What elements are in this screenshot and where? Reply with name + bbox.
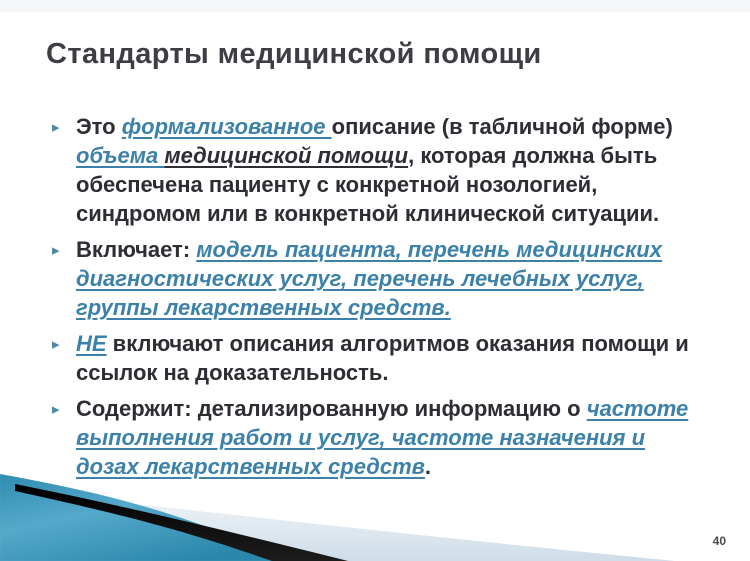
bullet-arrow-icon: ▸	[52, 119, 60, 136]
bullet-arrow-icon: ▸	[52, 401, 60, 418]
bullet-item-1	[52, 112, 712, 228]
emphasized-text-segment: формализованное	[121, 114, 332, 139]
emphasized-text-segment: НЕ	[76, 331, 107, 356]
bullet-item-3	[52, 329, 712, 387]
text-segment: Это	[76, 114, 122, 139]
bullet-text	[76, 329, 712, 387]
slide-title: Стандарты медицинской помощи	[46, 38, 542, 70]
page-number: 40	[712, 534, 726, 548]
bullet-arrow-icon: ▸	[52, 336, 60, 353]
bullet-text	[76, 112, 712, 228]
bullet-item-2	[52, 235, 712, 322]
text-segment: .	[424, 454, 432, 479]
text-segment: , которая должна быть обеспечена пациенту с конкретной нозологией, синдромом или в конкретной клинической ситуации.	[76, 143, 660, 226]
emphasized-text-segment: объема	[76, 143, 165, 168]
emphasized-text-segment: частоте выполнения работ и услуг, частоте назначения и дозах лекарственных средств	[76, 396, 689, 479]
emphasized-text-segment: медицинской помощи	[164, 143, 409, 168]
bullet-arrow-icon: ▸	[52, 242, 60, 259]
text-segment: Содержит: детализированную информацию о	[76, 396, 587, 421]
text-segment: включают описания алгоритмов оказания помощи и ссылок на доказательность.	[76, 331, 689, 385]
emphasized-text-segment: модель пациента, перечень медицинских диагностических услуг, перечень лечебных услуг, группы лекарственных средств.	[76, 237, 662, 320]
bullet-text	[76, 235, 712, 322]
text-segment: Включает:	[76, 237, 197, 262]
text-segment: описание (в табличной форме)	[331, 114, 673, 139]
bullet-list	[52, 112, 712, 488]
footer-decoration	[0, 461, 750, 561]
top-strip-decoration	[0, 0, 750, 12]
